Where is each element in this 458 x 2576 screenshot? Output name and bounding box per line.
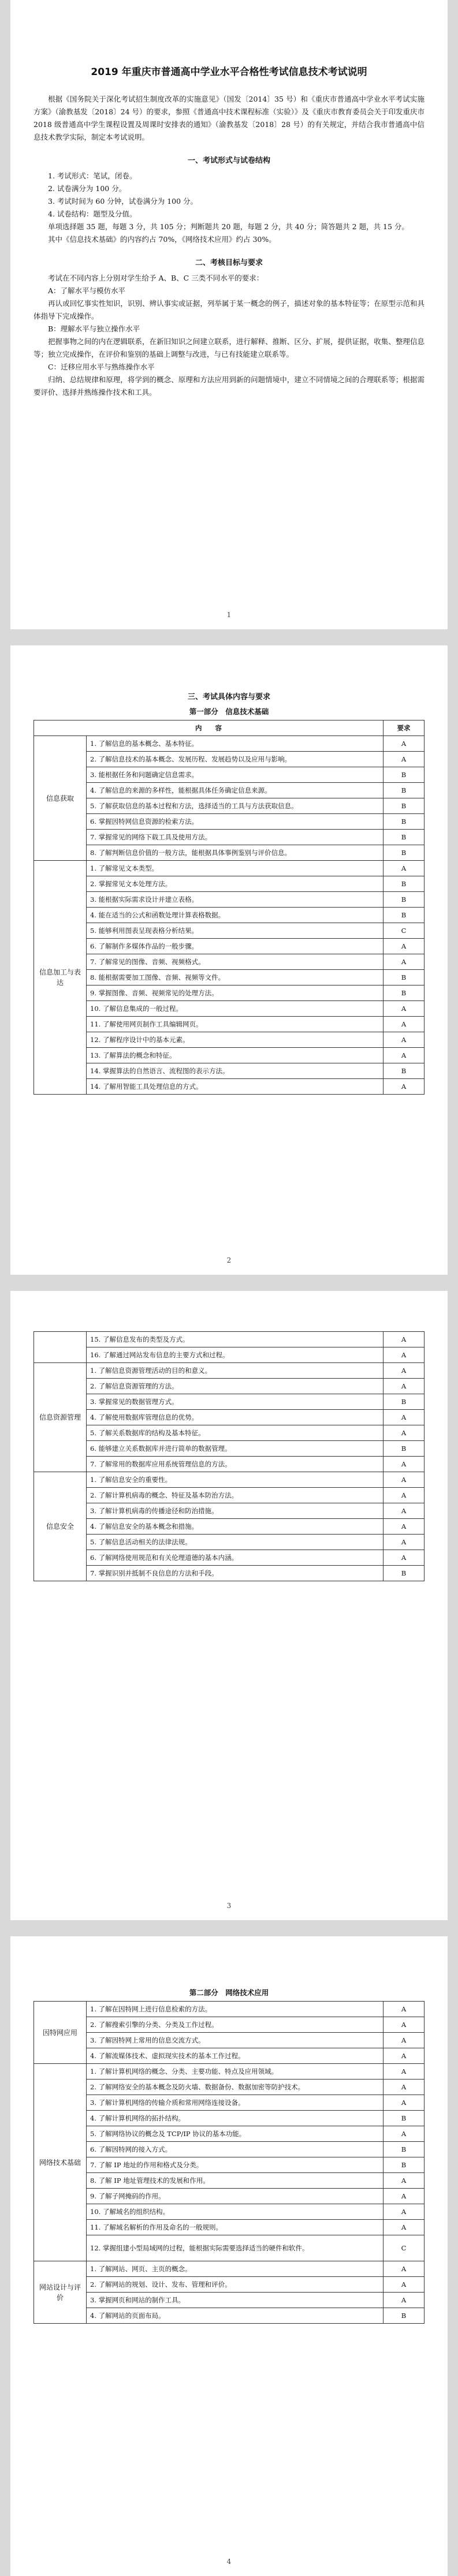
requirement-cell: A [383,2173,425,2189]
table-row [34,2308,425,2324]
requirement-cell: A [383,1535,425,1550]
content-cell: 10. 了解域名的组织结构。 [87,2204,383,2220]
content-cell: 3. 能根据实际需求设计并建立表格。 [87,892,383,908]
content-cell: 1. 了解信息安全的重要性。 [87,1472,383,1488]
table-row [34,2033,425,2048]
content-cell: 4. 了解信息安全的基本概念和措施。 [87,1519,383,1535]
table-row [34,2048,425,2064]
content-cell: 7. 掌握常见的网络下载工具及使用方法。 [87,830,383,845]
requirement-cell: B [383,1394,425,1410]
exam-time-line: 3. 考试时间为 60 分钟，试卷满分为 100 分。 [48,197,198,206]
content-cell: 1. 了解计算机网络的概念、分类、主要功能、特点及应用领域。 [87,2064,383,2080]
column-header-content: 内 容 [34,720,383,736]
content-cell: 15. 了解信息发布的类型及方式。 [87,1332,383,1347]
requirement-cell: A [383,1503,425,1519]
level-a-text: 再认或回忆事实性知识，识别、辨认事实或证据，列举属于某一概念的例子，描述对象的基本特征等；在原型示范和具体指导下完成操作。 [33,299,425,320]
content-cell: 7. 掌握识别并抵制不良信息的方法和手段。 [87,1566,383,1581]
table-row [34,970,425,985]
table-row [34,1488,425,1503]
table-row [34,798,425,814]
document-page-3 [10,1291,448,1920]
content-cell: 6. 了解因特网的接入方式。 [87,2142,383,2157]
content-cell: 1. 了解信息的基本概念、基本特征。 [87,736,383,752]
requirement-cell: B [383,814,425,830]
requirement-cell: A [383,2095,425,2111]
content-cell: 14. 掌握算法的自然语言、流程图的表示方法。 [87,1063,383,1079]
content-cell: 3. 了解计算机网络的传输介质和常用网络连接设备。 [87,2095,383,2111]
category-cell: 信息获取 [34,736,87,861]
table-row [34,1079,425,1095]
requirement-cell: A [383,1048,425,1063]
requirement-cell: A [383,1519,425,1535]
category-cell: 信息加工与表达 [34,861,87,1095]
content-cell: 4. 了解网站的页面布局。 [87,2308,383,2324]
requirement-cell: A [383,2126,425,2142]
requirement-cell: A [383,1363,425,1379]
exam-structure-line: 4. 试卷结构：题型及分值。 [48,210,137,218]
content-cell: 8. 了解判断信息价值的一般方法，能根据具体事例鉴别与评价信息。 [87,845,383,861]
requirement-cell: A [383,954,425,970]
requirement-cell: B [383,876,425,892]
requirement-cell: A [383,736,425,752]
content-cell: 4. 了解流媒体技术、虚拟现实技术的基本工作过程。 [87,2048,383,2064]
content-cell: 5. 了解信息活动相关的法律法规。 [87,1535,383,1550]
requirement-cell: B [383,798,425,814]
requirement-cell: A [383,1079,425,1095]
requirement-cell: B [383,2111,425,2126]
requirement-cell: A [383,1472,425,1488]
requirement-cell: A [383,939,425,954]
content-cell: 4. 了解信息的来源的多样性，能根据具体任务确定信息来源。 [87,783,383,798]
part-heading: 第一部分 信息技术基础 [189,707,269,716]
level-c-text: 归纳、总结规律和原理，将学到的概念、原理和方法应用到新的问题情境中，建立不同情境之间的合理联系等；根据需要评价、选择并熟练操作技术和工具。 [33,375,425,397]
table-row [34,2204,425,2220]
table-row [34,2173,425,2189]
table-row [34,2017,425,2033]
requirement-cell: A [383,1001,425,1017]
table-row [34,1048,425,1063]
table-row [34,1457,425,1472]
category-cell: 因特网应用 [34,2002,87,2064]
level-a-title: A：了解水平与模仿水平 [48,286,126,295]
content-cell: 3. 了解因特网上常用的信息交流方式。 [87,2033,383,2048]
category-cell: 信息资源管理 [34,1363,87,1472]
document-page-1 [10,0,448,629]
table-row [34,954,425,970]
levels-lead: 考试在不同内容上分别对学生给予 A、B、C 三类不同水平的要求： [48,274,264,282]
table-row [34,2189,425,2204]
content-cell: 4. 能在适当的公式和函数处理计算表格数据。 [87,908,383,923]
table-row [34,752,425,767]
table-row [34,2277,425,2293]
requirement-cell: A [383,1347,425,1363]
column-header-requirement: 要求 [383,720,425,736]
requirement-cell: A [383,2017,425,2033]
page-number: 3 [226,1902,232,1910]
requirement-cell: A [383,2080,425,2095]
category-cell: 网络技术基础 [34,2064,87,2261]
content-table-part1-continued [33,1331,425,1581]
table-row [34,985,425,1001]
document-page-4 [10,1936,448,2576]
requirement-cell: B [383,845,425,861]
content-cell: 2. 了解网站的规划、设计、发布、管理和评价。 [87,2277,383,2293]
table-row [34,876,425,892]
requirement-cell: C [383,923,425,939]
table-row [34,1379,425,1394]
table-row [34,1425,425,1441]
requirement-cell: B [383,2308,425,2324]
requirement-cell: A [383,1425,425,1441]
table-row [34,861,425,876]
table-row [34,2095,425,2111]
requirement-cell: A [383,1457,425,1472]
requirement-cell: A [383,2189,425,2204]
table-row [34,1363,425,1379]
table-row [34,2220,425,2235]
content-cell: 2. 掌握常见文本处理方法。 [87,876,383,892]
document-title: 2019 年重庆市普通高中学业水平合格性考试信息技术考试说明 [91,66,367,78]
table-row [34,2002,425,2017]
content-cell: 4. 了解使用数据库管理信息的优势。 [87,1410,383,1425]
content-cell: 10. 了解信息集成的一般过程。 [87,1001,383,1017]
category-cell: 信息安全 [34,1472,87,1581]
table-row [34,1347,425,1363]
content-cell: 5. 了解网络协议的概念及 TCP/IP 协议的基本功能。 [87,2126,383,2142]
table-row [34,908,425,923]
requirement-cell: B [383,1063,425,1079]
content-cell: 1. 了解常见文本类型。 [87,861,383,876]
table-row [34,1472,425,1488]
table-row [34,2142,425,2157]
content-cell: 7. 了解常用的数据库应用系统管理信息的方法。 [87,1457,383,1472]
requirement-cell: B [383,2142,425,2157]
table-row [34,2111,425,2126]
requirement-cell: A [383,1332,425,1347]
table-row [34,1550,425,1566]
level-b-text: 把握事物之间的内在逻辑联系，在新旧知识之间建立联系，进行解释、推断、区分、扩展，提供证据，收集、整理信息等；独立完成操作，在评价和鉴别的基础上调整与改进，与已有技能建立联系等。 [33,337,425,359]
requirement-cell: A [383,2064,425,2080]
page-number: 2 [226,1256,232,1264]
exam-score-line: 2. 试卷满分为 100 分。 [48,184,126,193]
requirement-cell: A [383,2002,425,2017]
requirement-cell: B [383,1441,425,1457]
requirement-cell: A [383,2033,425,2048]
requirement-cell: A [383,2293,425,2308]
requirement-cell: A [383,1017,425,1032]
table-row [34,2064,425,2080]
table-row [34,1032,425,1048]
table-row [34,830,425,845]
table-row [34,1063,425,1079]
table-row [34,2235,425,2261]
section-heading: 一、考试形式与试卷结构 [187,156,270,165]
requirement-cell: B [383,830,425,845]
section-heading: 二、考核目标与要求 [195,259,263,267]
content-cell: 3. 掌握网页和网站的制作工具。 [87,2293,383,2308]
requirement-cell: B [383,783,425,798]
category-cell [34,1332,87,1363]
table-row [34,1410,425,1425]
requirement-cell: A [383,1379,425,1394]
content-cell: 2. 了解计算机病毒的概念、特征及基本防治方法。 [87,1488,383,1503]
content-cell: 12. 了解程序设计中的基本元素。 [87,1032,383,1048]
table-row [34,1535,425,1550]
content-cell: 9. 了解子网掩码的作用。 [87,2189,383,2204]
requirement-cell: B [383,1566,425,1581]
content-table-part2 [33,2001,425,2324]
requirement-cell: A [383,2048,425,2064]
content-ratio-paragraph: 其中《信息技术基础》的内容约占 70%，《网络技术应用》约占 30%。 [48,235,276,244]
content-cell: 12. 掌握组建小型局域网的过程，能根据实际需要选择适当的硬件和软件。 [87,2235,383,2261]
requirement-cell: A [383,752,425,767]
requirement-cell: B [383,892,425,908]
content-cell: 5. 了解关系数据库的结构及基本特征。 [87,1425,383,1441]
content-cell: 6. 了解制作多媒体作品的一般步骤。 [87,939,383,954]
requirement-cell: B [383,970,425,985]
table-row [34,1566,425,1581]
content-cell: 7. 了解 IP 地址的作用和格式及分类。 [87,2157,383,2173]
table-row [34,1441,425,1457]
table-row [34,814,425,830]
table-row [34,2261,425,2277]
table-row [34,845,425,861]
document-page-2 [10,645,448,1275]
category-cell: 网站设计与评价 [34,2261,87,2324]
requirement-cell: B [383,2157,425,2173]
content-cell: 2. 了解网络安全的基本概念及防火墙、数据备份、数据加密等防护技术。 [87,2080,383,2095]
requirement-cell: C [383,2235,425,2261]
table-row [34,2157,425,2173]
table-row [34,2293,425,2308]
requirement-cell: A [383,2204,425,2220]
content-cell: 16. 了解通过网站发布信息的主要方式和过程。 [87,1347,383,1363]
table-row [34,1001,425,1017]
content-cell: 8. 能根据需要加工图像、音频、视频等文件。 [87,970,383,985]
table-row [34,783,425,798]
table-row [34,939,425,954]
requirement-cell: A [383,1488,425,1503]
content-cell: 9. 掌握图像、音频、视频常见的处理方法。 [87,985,383,1001]
table-row [34,1332,425,1347]
content-cell: 3. 能根据任务和问题确定信息需求。 [87,767,383,783]
table-row [34,892,425,908]
requirement-cell: B [383,908,425,923]
content-cell: 11. 了解使用网页制作工具编辑网页。 [87,1017,383,1032]
requirement-cell: B [383,767,425,783]
part-heading: 第二部分 网络技术应用 [189,1988,269,1997]
table-row [34,1503,425,1519]
content-cell: 2. 了解信息技术的基本概念、发展历程、发展趋势以及应用与影响。 [87,752,383,767]
content-cell: 3. 掌握常见的数据管理方式。 [87,1394,383,1410]
page-number: 1 [226,611,232,619]
content-cell: 7. 了解常见的图像、音频、视频格式。 [87,954,383,970]
content-cell: 2. 了解信息资源管理的方法。 [87,1379,383,1394]
content-table-part1 [33,720,425,1095]
content-cell: 13. 了解算法的概念和特征。 [87,1048,383,1063]
content-cell: 2. 了解搜索引擎的分类、分类及工作过程。 [87,2017,383,2033]
requirement-cell: A [383,2261,425,2277]
table-row [34,736,425,752]
content-cell: 6. 了解网络使用规范和有关伦理道德的基本内涵。 [87,1550,383,1566]
content-cell: 3. 了解计算机病毒的传播途径和防治措施。 [87,1503,383,1519]
requirement-cell: A [383,2277,425,2293]
exam-form-line: 1. 考试形式：笔试，闭卷。 [48,171,137,180]
table-row [34,1017,425,1032]
table-row [34,1394,425,1410]
requirement-cell: A [383,1550,425,1566]
table-row [34,1519,425,1535]
content-cell: 11. 了解域名解析的作用及命名的一般规则。 [87,2220,383,2235]
table-row [34,767,425,783]
question-types-paragraph: 单项选择题 35 题，每题 3 分，共 105 分；判断题共 20 题，每题 2 分，共 40 分；简答题共 2 题，共 15 分。 [48,222,409,231]
content-cell: 8. 了解 IP 地址管理技术的发展和作用。 [87,2173,383,2189]
content-cell: 4. 了解计算机网络的拓扑结构。 [87,2111,383,2126]
requirement-cell: A [383,2220,425,2235]
content-cell: 5. 能够利用图表呈现表格分析结果。 [87,923,383,939]
page-number: 4 [226,2558,232,2566]
intro-paragraph: 根据《国务院关于深化考试招生制度改革的实施意见》（国发〔2014〕35 号）和《重庆市普通高中学业水平考试实施方案》（渝教基发〔2018〕24 号）的要求，参照《普通高中技术课程标准（实验）》及《重庆市教育委员会关于印发重庆市 2018 级普通高中学生课程设置及周课时安排表的通知》（渝教基发〔2018〕28 号）的有关规定，并结合我市普通高中信息技术教学实际，制定本考试说明。 [33,95,425,141]
content-cell: 1. 了解信息资源管理活动的目的和意义。 [87,1363,383,1379]
table-row [34,2080,425,2095]
content-cell: 1. 了解在因特网上进行信息检索的方法。 [87,2002,383,2017]
requirement-cell: B [383,985,425,1001]
section-heading: 三、考试具体内容与要求 [187,693,270,701]
content-cell: 14. 了解用智能工具处理信息的方式。 [87,1079,383,1095]
level-b-title: B：理解水平与独立操作水平 [48,324,140,333]
requirement-cell: A [383,861,425,876]
content-cell: 6. 能够建立关系数据库并进行简单的数据管理。 [87,1441,383,1457]
level-c-title: C：迁移应用水平与熟练操作水平 [48,363,155,371]
requirement-cell: A [383,1410,425,1425]
requirement-cell: A [383,1032,425,1048]
table-row [34,2126,425,2142]
table-row [34,923,425,939]
content-cell: 6. 掌握因特网信息资源的检索方法。 [87,814,383,830]
content-cell: 5. 了解获取信息的基本过程和方法，选择适当的工具与方法获取信息。 [87,798,383,814]
content-cell: 1. 了解网站、网页、主页的概念。 [87,2261,383,2277]
